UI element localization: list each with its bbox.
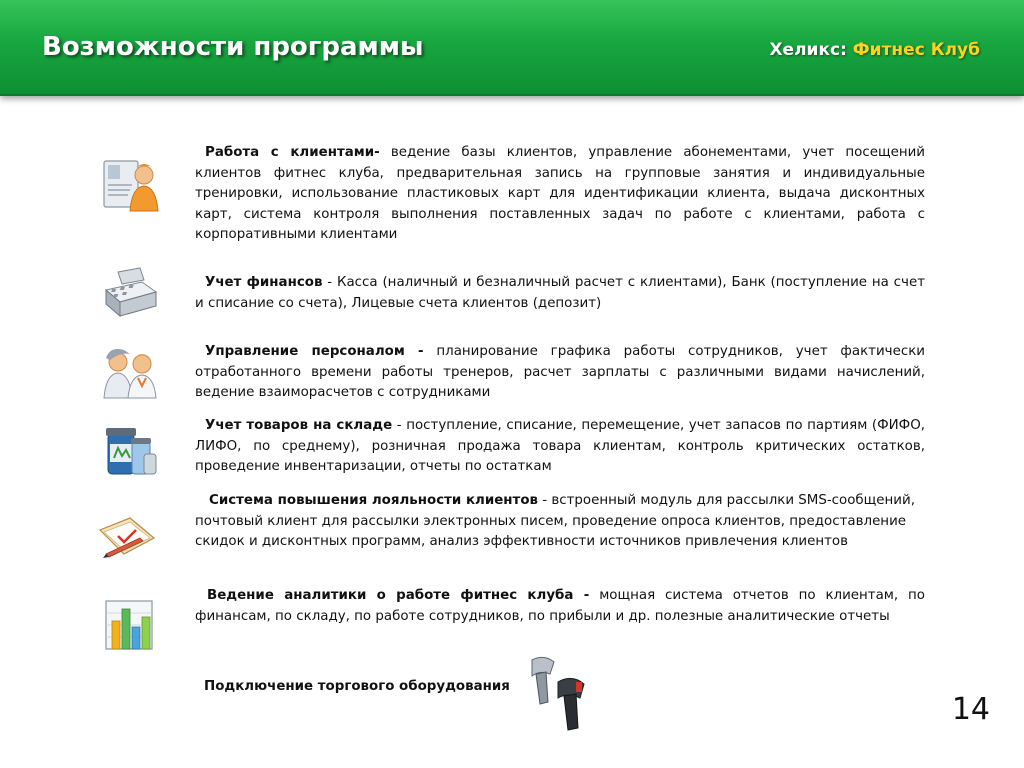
brand-prefix: Хеликс: [769,40,853,60]
page-title: Возможности программы [42,32,424,62]
barcode-scanner-icon [522,652,594,732]
section-finance [195,273,925,314]
equipment-label: Подключение торгового оборудования [204,679,510,694]
client-card-icon [100,155,160,215]
section-lead: Система повышения лояльности клиентов [209,493,538,508]
section-warehouse [195,416,925,478]
section-staff [195,342,925,404]
section-text: - встроенный модуль для рассылки SMS-сообщений, почтовый клиент для рассылки электронных писем, проведение опроса клиентов, предоставление скидок и дисконтных программ, анализ эффективности источников привлечения клиентов [195,493,915,549]
section-analytics [195,586,925,627]
loyalty-clipboard-icon [96,508,156,568]
section-text: ведение базы клиентов, управление абонементами, учет посещений клиентов фитнес клуба, предварительная запись на групповые занятия и индивидуальные тренировки, использование пластиковых карт для идентификации клиента, выдача дисконтных карт, система контроля выполнения поставленных задач по работе с клиентами, работа с корпоративными клиентами [195,145,925,242]
section-lead: Работа с клиентами- [205,145,380,160]
section-text: планирование графика работы сотрудников, учет фактически отработанного времени работы тренеров, расчет зарплаты с различными видами начислений, ведение взаиморасчетов с сотрудниками [195,344,925,400]
warehouse-goods-icon [100,420,160,480]
section-text: - поступление, списание, перемещение, учет запасов по партиям (ФИФО, ЛИФО, по среднему), розничная продажа товара клиентам, контроль критических остатков, проведение инвентаризации, отчеты по остаткам [195,418,925,474]
section-text: мощная система отчетов по клиентам, по финансам, по складу, по работе сотрудников, по прибыли и др. полезные аналитические отчеты [195,588,925,624]
analytics-chart-icon [100,595,160,655]
section-clients [195,143,925,246]
section-loyalty [195,491,925,553]
brand-name: Фитнес Клуб [852,40,980,60]
section-lead: Ведение аналитики о работе фитнес клуба - [207,588,590,603]
cash-register-icon [100,262,160,322]
staff-icon [100,342,160,402]
header-bar [0,0,1024,96]
section-lead: Учет финансов [205,275,323,290]
section-lead: Управление персоналом - [205,344,424,359]
section-text: - Касса (наличный и безналичный расчет с клиентами), Банк (поступление на счет и списание со счета), Лицевые счета клиентов (депозит) [195,275,925,311]
section-lead: Учет товаров на складе [205,418,393,433]
page-number: 14 [951,692,990,727]
brand-label [769,40,980,60]
